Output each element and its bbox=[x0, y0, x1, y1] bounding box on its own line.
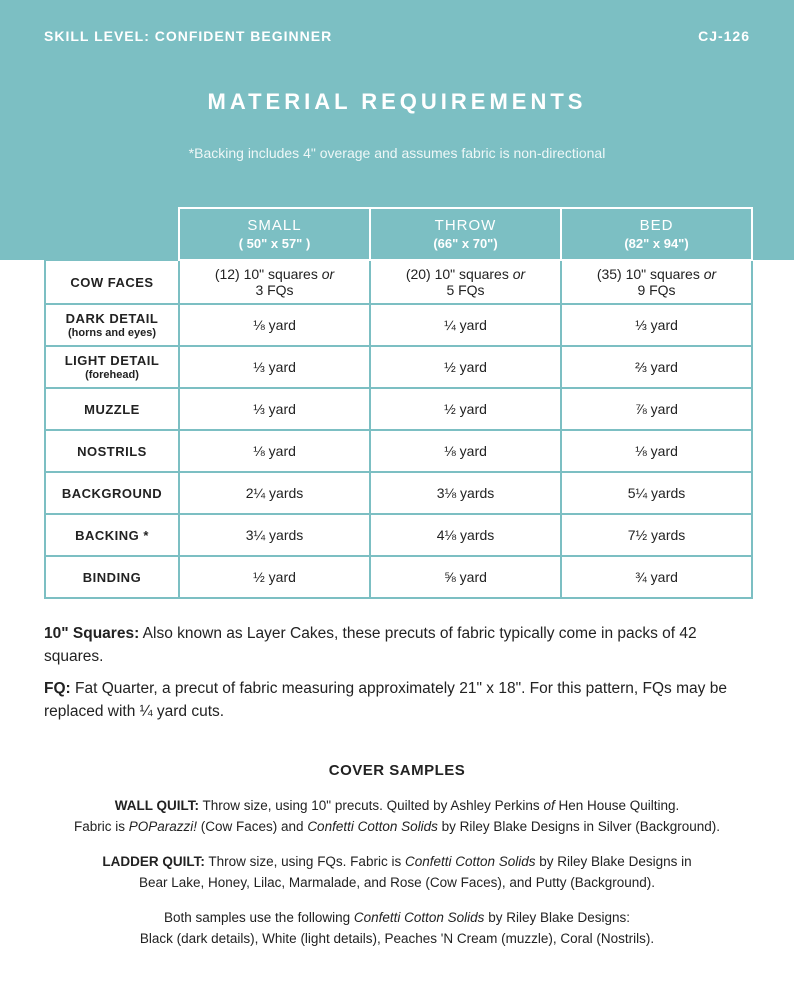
table-cell: ¾ yard bbox=[561, 556, 752, 598]
table-cell: 5¼ yards bbox=[561, 472, 752, 514]
row-label bbox=[45, 346, 179, 388]
table-cell: 7½ yards bbox=[561, 514, 752, 556]
column-name: BED bbox=[639, 217, 674, 234]
table-cell: ½ yard bbox=[179, 556, 370, 598]
note-text: Throw size, using FQs. Fabric is bbox=[204, 854, 405, 869]
row-label-sub: (horns and eyes) bbox=[67, 327, 157, 339]
note-italic: Confetti Cotton Solids bbox=[404, 854, 536, 869]
note-text: by Riley Blake Designs: bbox=[484, 910, 630, 925]
table-cell: ⅝ yard bbox=[370, 556, 561, 598]
note-italic: Confetti Cotton Solids bbox=[353, 910, 485, 925]
column-dimensions: (82" x 94") bbox=[624, 236, 689, 251]
row-label: MUZZLE bbox=[45, 388, 179, 430]
table-cell: ⅔ yard bbox=[561, 346, 752, 388]
cover-samples-section bbox=[0, 760, 794, 963]
note-text: Both samples use the following bbox=[164, 910, 354, 925]
wall-quilt-term: WALL QUILT: bbox=[114, 798, 199, 813]
note-italic: Confetti Cotton Solids bbox=[307, 819, 438, 834]
cell-text: 3 FQs bbox=[255, 282, 294, 298]
cell-text: 5 FQs bbox=[446, 282, 485, 298]
note-text: Hen House Quilting. bbox=[554, 798, 680, 813]
material-requirements-table bbox=[44, 207, 753, 599]
table-cell: 3¼ yards bbox=[179, 514, 370, 556]
table-cell bbox=[561, 260, 752, 304]
ladder-quilt-term: LADDER QUILT: bbox=[102, 854, 205, 869]
table-cell: ⅛ yard bbox=[370, 430, 561, 472]
skill-level: SKILL LEVEL: CONFIDENT BEGINNER bbox=[44, 28, 333, 44]
cell-text: (20) 10" squares bbox=[405, 266, 513, 282]
table-row-light-detail bbox=[45, 346, 752, 388]
row-label: BINDING bbox=[45, 556, 179, 598]
table-cell: ⅛ yard bbox=[179, 304, 370, 346]
table-row-nostrils bbox=[45, 430, 752, 472]
table-row-background bbox=[45, 472, 752, 514]
note-text: (Cow Faces) and bbox=[197, 819, 308, 834]
table-cell: ½ yard bbox=[370, 346, 561, 388]
table-row-binding bbox=[45, 556, 752, 598]
column-name: SMALL bbox=[247, 217, 302, 234]
table-row-dark-detail bbox=[45, 304, 752, 346]
table-row-cow-faces bbox=[45, 260, 752, 304]
fq-note bbox=[44, 677, 754, 723]
note-text: Throw size, using 10" precuts. Quilted by Ashley Perkins bbox=[198, 798, 544, 813]
fq-text: Fat Quarter, a precut of fabric measuring approximately 21" x 18". For this pattern, FQs may be replaced with ¼ yard cuts. bbox=[44, 680, 727, 720]
table-cell: 3⅛ yards bbox=[370, 472, 561, 514]
page-title: MATERIAL REQUIREMENTS bbox=[207, 89, 587, 114]
both-samples-note bbox=[0, 907, 794, 949]
cell-emphasis: or bbox=[703, 266, 717, 282]
table-cell: ⅞ yard bbox=[561, 388, 752, 430]
column-header-throw bbox=[370, 208, 561, 260]
squares-text: Also known as Layer Cakes, these precuts of fabric typically come in packs of 42 squares. bbox=[44, 625, 697, 665]
table-cell: 2¼ yards bbox=[179, 472, 370, 514]
ladder-quilt-note bbox=[0, 851, 794, 893]
table-cell bbox=[370, 260, 561, 304]
table-cell: ½ yard bbox=[370, 388, 561, 430]
row-label: BACKGROUND bbox=[45, 472, 179, 514]
row-label-text: DARK DETAIL bbox=[65, 311, 159, 326]
pattern-code: CJ-126 bbox=[698, 28, 750, 44]
table-cell: ⅓ yard bbox=[561, 304, 752, 346]
table-cell bbox=[179, 260, 370, 304]
row-label-sub: (forehead) bbox=[85, 369, 139, 381]
fq-term: FQ: bbox=[44, 680, 71, 697]
column-dimensions: ( 50" x 57" ) bbox=[238, 236, 311, 251]
row-label bbox=[45, 304, 179, 346]
note-text: Black (dark details), White (light details), Peaches 'N Cream (muzzle), Coral (Nostrils). bbox=[139, 931, 655, 946]
column-dimensions: (66" x 70") bbox=[433, 236, 498, 251]
glossary-notes bbox=[44, 622, 754, 732]
table-corner bbox=[45, 208, 179, 260]
note-text: Fabric is bbox=[73, 819, 129, 834]
note-text: Bear Lake, Honey, Lilac, Marmalade, and Rose (Cow Faces), and Putty (Background). bbox=[139, 875, 655, 890]
table-cell: ¼ yard bbox=[370, 304, 561, 346]
column-header-small bbox=[179, 208, 370, 260]
squares-note bbox=[44, 622, 754, 668]
cell-emphasis: or bbox=[321, 266, 335, 282]
table-cell: ⅛ yard bbox=[561, 430, 752, 472]
table-cell: ⅓ yard bbox=[179, 388, 370, 430]
cell-text: 9 FQs bbox=[637, 282, 676, 298]
row-label-text: LIGHT DETAIL bbox=[64, 353, 160, 368]
backing-note: *Backing includes 4" overage and assumes fabric is non-directional bbox=[188, 145, 606, 161]
table-cell: ⅓ yard bbox=[179, 346, 370, 388]
note-text: by Riley Blake Designs in bbox=[535, 854, 692, 869]
table-row-muzzle bbox=[45, 388, 752, 430]
row-label: COW FACES bbox=[45, 260, 179, 304]
row-label: BACKING * bbox=[45, 514, 179, 556]
cover-samples-heading: COVER SAMPLES bbox=[328, 762, 466, 779]
table-cell: ⅛ yard bbox=[179, 430, 370, 472]
cell-text: (35) 10" squares bbox=[596, 266, 704, 282]
cell-emphasis: or bbox=[512, 266, 526, 282]
column-header-bed bbox=[561, 208, 752, 260]
table-cell: 4⅛ yards bbox=[370, 514, 561, 556]
wall-quilt-note bbox=[0, 795, 794, 837]
note-text: by Riley Blake Designs in Silver (Background). bbox=[437, 819, 721, 834]
table-row-backing bbox=[45, 514, 752, 556]
note-italic: POParazzi! bbox=[128, 819, 198, 834]
cell-text: (12) 10" squares bbox=[214, 266, 322, 282]
squares-term: 10" Squares: bbox=[44, 625, 140, 642]
note-italic: of bbox=[543, 798, 555, 813]
row-label: NOSTRILS bbox=[45, 430, 179, 472]
column-name: THROW bbox=[434, 217, 497, 234]
